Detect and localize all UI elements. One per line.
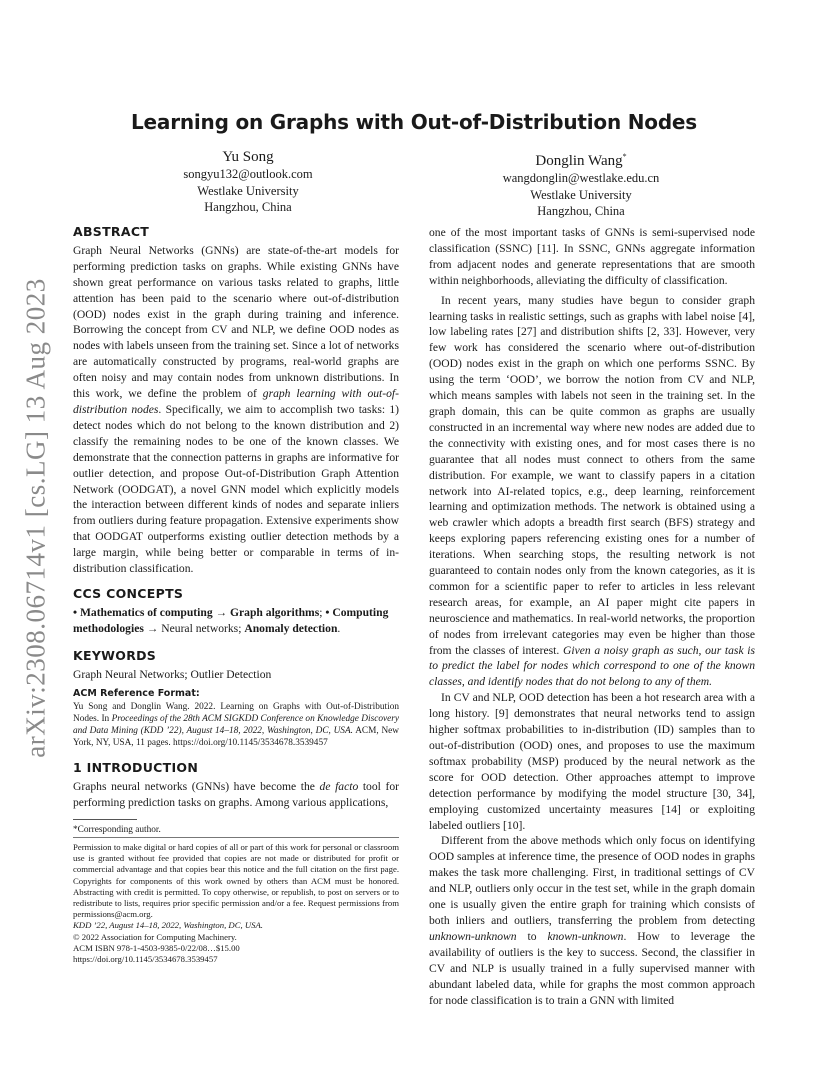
reference-format-text <box>73 701 399 749</box>
reference-venue: Proceedings of the 28th ACM SIGKDD Conference on Knowledge Discovery and Data Mining (KDD ’22), August 14–18, 2022, Washington, DC, USA. <box>73 714 399 737</box>
ccs-heading: CCS CONCEPTS <box>73 585 184 601</box>
body-emphasis: unknown-unknown <box>429 929 517 943</box>
body-text-part: Different from the above methods which only focus on identifying OOD samples at inference time, the presence of OOD nodes in graphs makes the task more challenging. First, in traditional settings of CV and NLP, outliers only occur in the test set, while in the graph domain one is usually given the entire graph for training which consists of both inliers and outliers, transferring the problem from detecting <box>429 834 755 927</box>
keywords-text: Graph Neural Networks; Outlier Detection <box>73 667 272 681</box>
author-email: wangdonglin@westlake.edu.cn <box>502 171 660 185</box>
ccs-sep: ; <box>319 605 326 619</box>
arxiv-identifier: arXiv:2308.06714v1 [cs.LG] 13 Aug 2023 <box>20 278 51 758</box>
doi-line: https://doi.org/10.1145/3534678.3539457 <box>73 954 218 965</box>
paper-title: Learning on Graphs with Out-of-Distribution Nodes <box>130 110 698 134</box>
body-emphasis: Given a noisy graph as such, our task is to predict the label for nodes which correspond to one of the known classes, and identify nodes that do not belong to any of them. <box>429 643 756 689</box>
body-paragraph: one of the most important tasks of GNNs is semi-supervised node classification (SSNC) [11]. In SSNC, GNNs aggregate information from adjacent nodes and generate representations that are smooth within neighborhoods, alleviating the difficulty of classification. <box>429 226 755 287</box>
intro-paragraph <box>73 779 399 811</box>
reference-format-heading: ACM Reference Format: <box>73 688 200 700</box>
permission-block <box>73 837 399 965</box>
body-text-part: In recent years, many studies have begun to consider graph learning tasks in realistic settings, such as graphs with label noise [4], low labeling rates [27] and distribution shifts [2, 33]. However, very few work has considered the scenario where out-of-distribution (OOD) nodes exist in the graph on which one performs SSNC. By using the term ‘OOD’, we borrow the notion from CV and NLP, which means samples with labels not seen in the training set. In the graph domain, this can be quite common as graphs are usually constructed in an incremental way where new nodes are added due to the connectivity with existing ones, and for most cases there is no guarantee that all nodes must connect to others from the same distribution. For example, we want to classify papers in a citation network into AI-related topics, e.g., deep learning, reinforcement learning and optimization methods. The network is obtained using a web crawler which adopts a breadth first search (BFS) strategy and keeps exploring papers referencing existing ones for a number of iterations. When searching stops, the resulting network is not guaranteed to contain nodes only from the known categories, as it is common for a scientific paper to refer to articles in less relevant research areas, for example, an AI paper might cite papers in neuroscience and mathematics. In real-world networks, the proportion of nodes from irrelevant categories may even be higher than those from the classes of interest. <box>429 293 755 657</box>
isbn-line: ACM ISBN 978-1-4503-9385-0/22/08…$15.00 <box>73 942 240 953</box>
keywords-heading: KEYWORDS <box>73 647 157 663</box>
body-paragraph <box>429 293 755 691</box>
abstract-heading: ABSTRACT <box>73 224 150 239</box>
author-block-2 <box>431 148 731 220</box>
intro-text-part: tool for performing prediction tasks on graphs. Among various applications, <box>73 780 399 810</box>
arxiv-sidebar-stamp <box>14 268 58 768</box>
footnote: *Corresponding author. <box>73 825 161 836</box>
introduction-heading: 1 INTRODUCTION <box>73 760 199 776</box>
body-paragraph <box>429 833 755 1008</box>
right-column <box>429 225 755 1008</box>
footnote-rule <box>73 819 137 820</box>
ccs-concepts <box>73 605 399 637</box>
reference-part: Yu Song and Donglin Wang. 2022. Learning on Graphs with Out-of-Distribution Nodes. In <box>73 702 399 725</box>
author-block-1 <box>98 148 398 216</box>
abstract-emphasis: graph learning with out-of-distribution nodes <box>73 387 399 416</box>
author-email: songyu132@outlook.com <box>183 167 313 181</box>
copyright-line: © 2022 Association for Computing Machinery. <box>73 931 237 942</box>
ccs-sep: . <box>337 621 341 635</box>
abstract-text <box>73 243 399 577</box>
body-emphasis: known-unknown <box>547 929 624 943</box>
body-text-part: to <box>516 929 548 943</box>
author-name: Yu Song <box>222 149 274 165</box>
venue-line: KDD ’22, August 14–18, 2022, Washington, DC, USA. <box>73 920 263 931</box>
author-affiliation: Westlake University <box>530 187 632 202</box>
author-location: Hangzhou, China <box>204 200 292 214</box>
author-name: Donglin Wang <box>535 153 623 169</box>
abstract-text-part: Graph Neural Networks (GNNs) are state-of-the-art models for performing prediction tasks on graphs. While existing GNNs have shown great performance on various tasks related to graphs, little attention has been paid to the scenario where out-of-distribution (OOD) nodes exist in the graph during training and inference. Borrowing the concept from CV and NLP, we define OOD nodes as nodes with labels unseen from the training set. Since a lot of networks are automatically constructed by programs, real-world graphs are often noisy and may contain nodes from unknown distributions. In this work, we define the problem of <box>73 243 399 401</box>
left-column <box>73 224 399 836</box>
ccs-item: • Computing methodologies <box>73 605 389 635</box>
author-affiliation: Westlake University <box>197 183 299 198</box>
intro-emphasis: de facto <box>319 780 359 794</box>
corresponding-mark: * <box>622 152 627 161</box>
permission-text: Permission to make digital or hard copies of all or part of this work for personal or classroom use is granted without fee provided that copies are not made or distributed for profit or commercial advantage and that copies bear this notice and the full citation on the first page. Copyrights for components of this work owned by others than ACM must be honored. Abstracting with credit is permitted. To copy otherwise, or republish, to post on servers or to redistribute to lists, requires prior specific permission and/or a fee. Request permissions from permissions@acm.org. <box>73 842 399 920</box>
reference-part: ACM, New York, NY, USA, 11 pages. https://doi.org/10.1145/3534678.3539457 <box>73 726 399 749</box>
ccs-item: • Mathematics of computing → Graph algorithms <box>73 605 320 619</box>
body-text-part: . How to leverage the availability of outliers is the key to success. Second, the classifier in CV and NLP is usually trained in a fully supervised manner with abundant labeled data, while for graphs the most common approach for node classification is to train a GNN with limited <box>429 929 755 1007</box>
ccs-item: → Neural networks; <box>143 621 245 635</box>
author-location: Hangzhou, China <box>537 204 625 218</box>
abstract-text-part: . Specifically, we aim to accomplish two tasks: 1) detect nodes which do not belong to the known distribution and 2) classify the remaining nodes to be one of the known classes. We demonstrate that the connection patterns in graphs are informative for outlier detection, and propose Out-of-Distribution Graph Attention Network (OODGAT), a novel GNN model which explicitly models the interaction between different kinds of nodes and separate inliers from outliers during feature propagation. Extensive experiments show that OODGAT outperforms existing outlier detection methods by a large margin, while being better or comparable in terms of in-distribution classification. <box>73 402 400 576</box>
ccs-item: Anomaly detection <box>244 621 338 635</box>
body-paragraph: In CV and NLP, OOD detection has been a hot research area with a long history. [9] demonstrates that neural networks tend to assign higher softmax probabilities to in-distribution (ID) samples than to out-of-distribution (OOD) ones, and proposes to use the maximum softmax probability (MSP) produced by the neural network as the score for OOD detection. Other approaches attempt to improve detection performance by modifying the model structure [30, 34], employing customized uncertainty measures [14] or exploiting labeled outliers [10]. <box>429 691 755 832</box>
intro-text-part: Graphs neural networks (GNNs) have become the <box>73 780 320 794</box>
